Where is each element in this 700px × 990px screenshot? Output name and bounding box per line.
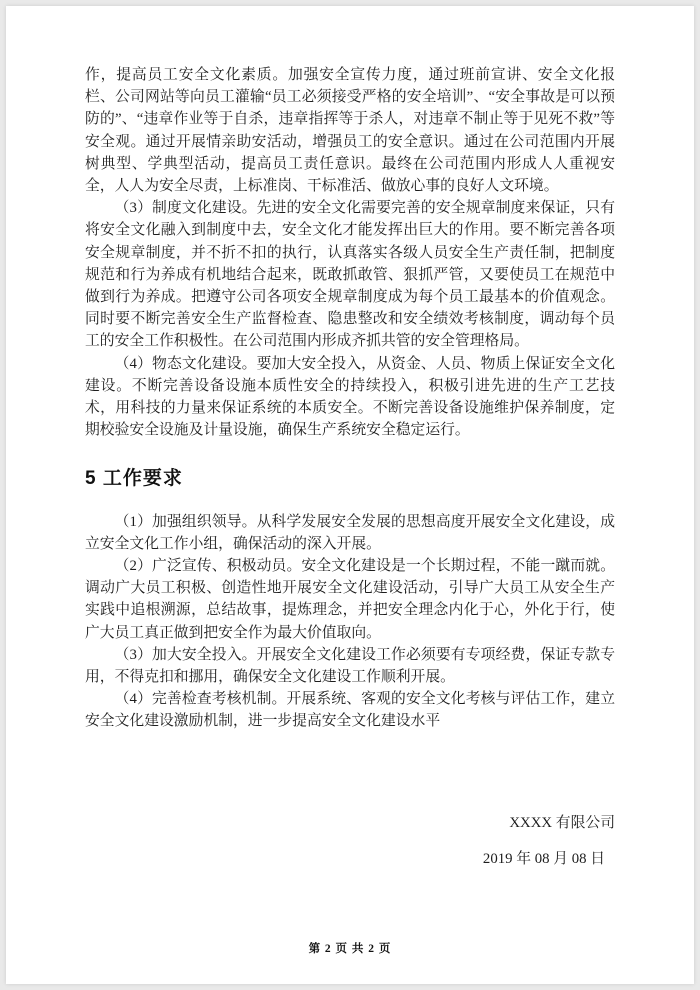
page-number-footer: 第 2 页 共 2 页	[308, 943, 392, 955]
paragraph-institutional-culture: （3）制度文化建设。先进的安全文化需要完善的安全规章制度来保证，只有将安全文化融入到制度中去，安全文化才能发挥出巨大的作用。要不断完善各项安全规章制度，并不折不扣的执行，认真落实各级人员安全生产责任制，把制度规范和行为养成有机地结合起来，既敢抓敢管、狠抓严管，又要使员工在规范中做到行为养成。把遵守公司各项安全规章制度成为每个员工最基本的价值观念。同时要不断完善安全生产监督检查、隐患整改和安全绩效考核制度，调动每个员工的安全工作积极性。在公司范围内形成齐抓共管的安全管理格局。	[85, 200, 615, 350]
paragraph-continuation: 作，提高员工安全文化素质。加强安全宣传力度，通过班前宣讲、安全文化报栏、公司网站等向员工灌输“员工必须接受严格的安全培训”、“安全事故是可以预防的”、“违章作业等于自杀，违章指挥等于杀人，对违章不制止等于见死不救”等安全观。通过开展情亲助安活动，增强员工的安全意识。通过在公司范围内开展树典型、学典型活动，提高员工责任意识。最终在公司范围内形成人人重视安全，人人为安全尽责，上标准岗、干标准活、做放心事的良好人文环境。	[85, 67, 615, 195]
paragraph-requirement-1: （1）加强组织领导。从科学发展安全发展的思想高度开展安全文化建设，成立安全文化工作小组，确保活动的深入开展。	[85, 513, 615, 552]
paragraph-requirement-2: （2）广泛宣传、积极动员。安全文化建设是一个长期过程，不能一蹴而就。调动广大员工积极、创造性地开展安全文化建设活动，引导广大员工从安全生产实践中追根溯源，总结故事，提炼理念，并把安全理念内化于心，外化于行，使广大员工真正做到把安全作为最大价值取向。	[85, 558, 615, 641]
paragraph-material-culture: （4）物态文化建设。要加大安全投入，从资金、人员、物质上保证安全文化建设。不断完善设备设施本质性安全的持续投入，积极引进先进的生产工艺技术，用科技的力量来保证系统的本质安全。不断完善设备设施维护保养制度，定期校验安全设施及计量设施，确保生产系统安全稳定运行。	[85, 355, 615, 439]
paragraph-requirement-4: （4）完善检查考核机制。开展系统、客观的安全文化考核与评估工作，建立安全文化建设激励机制，进一步提高安全文化建设水平	[85, 691, 615, 730]
page-content	[85, 64, 615, 877]
document-page	[6, 6, 694, 984]
signature-company: XXXX 有限公司	[509, 814, 615, 831]
signature-date: 2019 年 08 月 08 日	[482, 850, 605, 867]
section-heading-work-requirements: 5 工作要求	[85, 468, 183, 490]
signature-block	[85, 805, 615, 877]
paragraph-requirement-3: （3）加大安全投入。开展安全文化建设工作必须要有专项经费，保证专款专用，不得克扣和挪用，确保安全文化建设工作顺利开展。	[85, 646, 615, 686]
